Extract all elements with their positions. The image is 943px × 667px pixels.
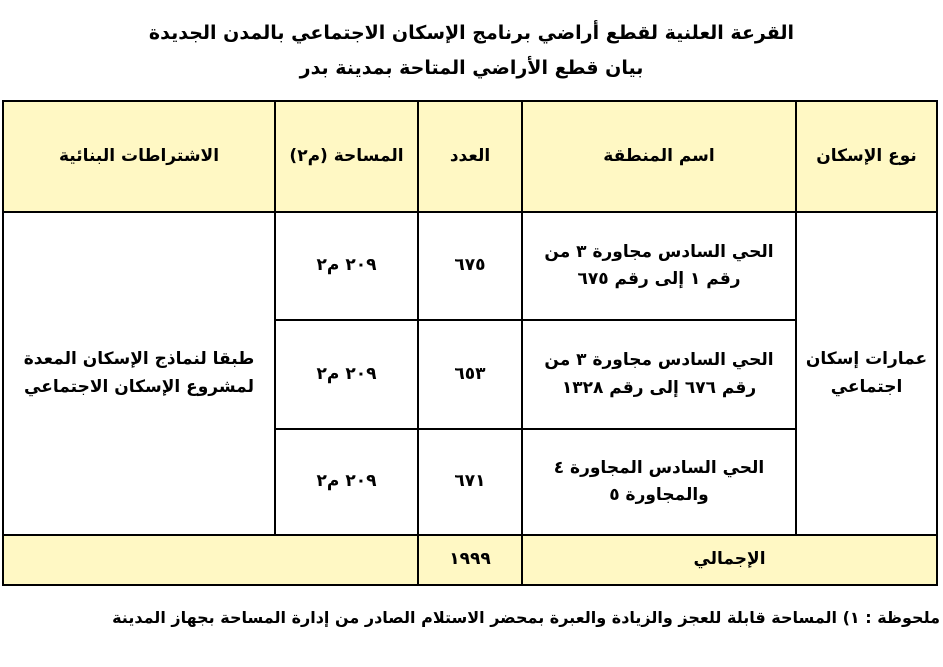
area-name-cell: الحي السادس مجاورة ٣ من رقم ١ إلى رقم ٦٧٥ [522,212,796,320]
total-row [3,535,937,585]
area-cell: ٢٠٩ م٢ [275,320,418,429]
housing-type-cell: عمارات إسكان اجتماعي [796,212,937,535]
conditions-cell: طبقا لنماذج الإسكان المعدة لمشروع الإسكان الاجتماعي [3,212,275,535]
header-conditions: الاشتراطات البنائية [3,101,275,212]
count-cell: ٦٥٣ [418,320,522,429]
total-value: ١٩٩٩ [418,535,522,585]
total-empty-cell [3,535,418,585]
land-plots-table [2,100,938,586]
document-subtitle: بيان قطع الأراضي المتاحة بمدينة بدر [299,57,644,79]
table-header-row [3,101,937,212]
table-row [3,212,937,320]
count-cell: ٦٧٥ [418,212,522,320]
header-area-name: اسم المنطقة [522,101,796,212]
header-area: المساحة (م٢) [275,101,418,212]
header-count: العدد [418,101,522,212]
area-cell: ٢٠٩ م٢ [275,212,418,320]
header-housing-type: نوع الإسكان [796,101,937,212]
footnote: ملحوظة : ١) المساحة قابلة للعجز والزيادة والعبرة بمحضر الاستلام الصادر من إدارة المساحة بجهاز المدينة [112,608,940,627]
area-cell: ٢٠٩ م٢ [275,429,418,535]
area-name-cell: الحي السادس المجاورة ٤ والمجاورة ٥ [522,429,796,535]
total-label: الإجمالي [522,535,937,585]
count-cell: ٦٧١ [418,429,522,535]
area-name-cell: الحي السادس مجاورة ٣ من رقم ٦٧٦ إلى رقم ١٣٢٨ [522,320,796,429]
document-title: القرعة العلنية لقطع أراضي برنامج الإسكان الاجتماعي بالمدن الجديدة [148,22,795,44]
